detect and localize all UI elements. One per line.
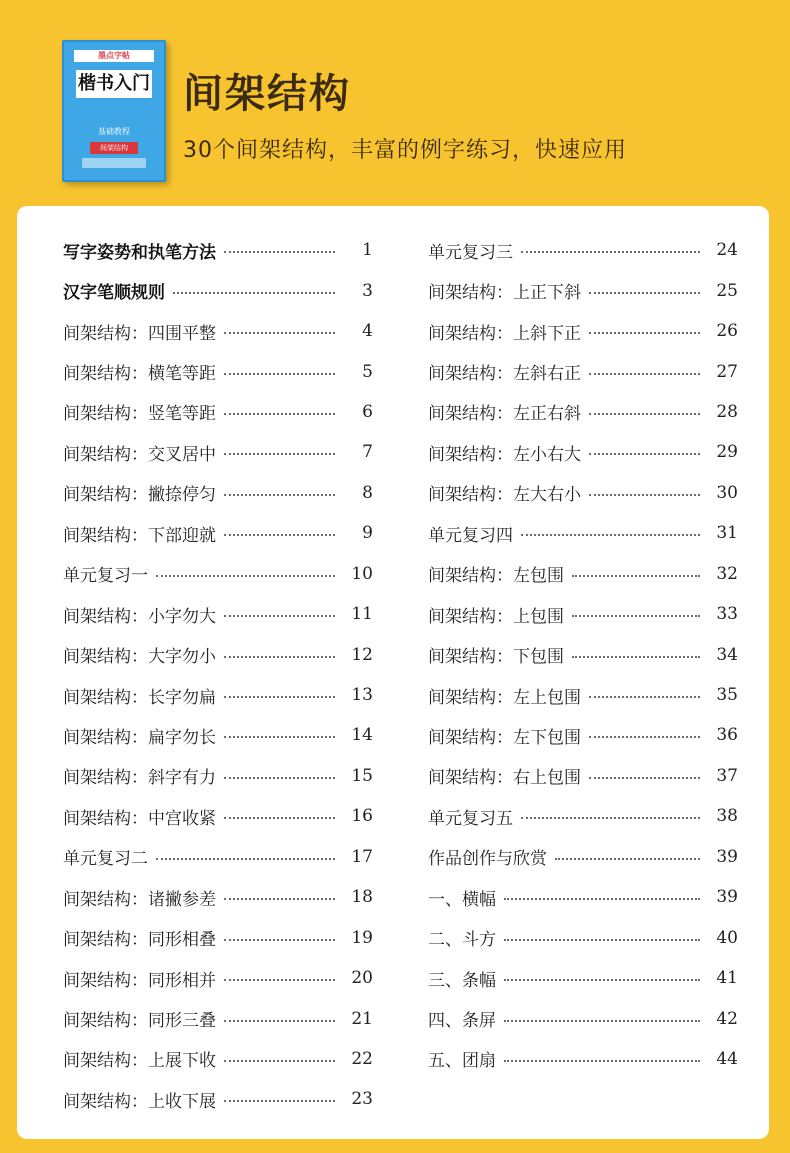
- toc-leader-dots: [589, 453, 700, 455]
- page-title: 间架结构: [183, 71, 351, 117]
- toc-leader-dots: [224, 494, 335, 496]
- toc-leader-dots: [521, 534, 700, 536]
- toc-leader-dots: [589, 494, 700, 496]
- toc-entry-label: 二、斗方: [428, 930, 496, 951]
- toc-leader-dots: [521, 251, 700, 253]
- toc-entry-page-number: 34: [716, 644, 738, 665]
- toc-leader-dots: [156, 575, 335, 577]
- toc-entry-label: 汉字笔顺规则: [63, 283, 165, 304]
- toc-entry-page-number: 20: [351, 968, 373, 989]
- toc-entry[interactable]: [63, 998, 373, 1038]
- toc-leader-dots: [224, 453, 335, 455]
- toc-entry[interactable]: [428, 958, 738, 998]
- toc-leader-dots: [504, 979, 700, 981]
- toc-entry-label: 间架结构：中宫收紧: [63, 808, 216, 829]
- toc-entry-page-number: 23: [351, 1089, 373, 1110]
- toc-column-right: [428, 230, 738, 1079]
- toc-entry-page-number: 40: [716, 927, 738, 948]
- toc-entry[interactable]: [428, 594, 738, 634]
- toc-entry-page-number: 37: [716, 765, 738, 786]
- toc-entry[interactable]: [428, 675, 738, 715]
- toc-entry-page-number: 22: [351, 1048, 373, 1069]
- toc-entry[interactable]: [63, 1039, 373, 1079]
- toc-leader-dots: [224, 696, 335, 698]
- toc-leader-dots: [224, 332, 335, 334]
- toc-entry[interactable]: [428, 756, 738, 796]
- toc-entry-label: 间架结构：上展下收: [63, 1051, 216, 1072]
- toc-entry[interactable]: [63, 756, 373, 796]
- toc-entry[interactable]: [63, 311, 373, 351]
- toc-entry[interactable]: [428, 432, 738, 472]
- toc-entry-page-number: 41: [716, 968, 738, 989]
- toc-entry[interactable]: [428, 837, 738, 877]
- toc-entry[interactable]: [63, 634, 373, 674]
- toc-leader-dots: [555, 858, 700, 860]
- toc-entry-label: 单元复习二: [63, 849, 148, 870]
- toc-leader-dots: [173, 292, 335, 294]
- toc-leader-dots: [156, 858, 335, 860]
- toc-entry-page-number: 25: [716, 280, 738, 301]
- book-subtitle: 基础教程: [98, 127, 130, 136]
- toc-entry-label: 间架结构：斜字有力: [63, 768, 216, 789]
- toc-entry-label: 间架结构：上斜下正: [428, 323, 581, 344]
- toc-entry-label: 间架结构：下包围: [428, 647, 564, 668]
- toc-entry-page-number: 1: [362, 240, 373, 261]
- toc-entry[interactable]: [63, 958, 373, 998]
- toc-entry-page-number: 15: [351, 765, 373, 786]
- toc-leader-dots: [589, 777, 700, 779]
- toc-entry-page-number: 4: [362, 321, 373, 342]
- toc-leader-dots: [224, 413, 335, 415]
- toc-entry-label: 间架结构：左上包围: [428, 687, 581, 708]
- toc-entry-page-number: 17: [351, 846, 373, 867]
- toc-leader-dots: [224, 898, 335, 900]
- toc-entry[interactable]: [63, 473, 373, 513]
- toc-leader-dots: [224, 615, 335, 617]
- toc-leader-dots: [589, 413, 700, 415]
- toc-entry[interactable]: [428, 796, 738, 836]
- page-subtitle: 30个间架结构，丰富的例字练习，快速应用: [183, 138, 627, 163]
- toc-entry-label: 间架结构：右上包围: [428, 768, 581, 789]
- toc-entry-label: 间架结构：同形相叠: [63, 930, 216, 951]
- book-footer-strip: [82, 158, 146, 168]
- toc-entry-page-number: 32: [716, 563, 738, 584]
- toc-entry[interactable]: [428, 311, 738, 351]
- toc-entry-label: 间架结构：上正下斜: [428, 283, 581, 304]
- toc-entry-label: 作品创作与欣赏: [428, 849, 547, 870]
- toc-entry[interactable]: [63, 877, 373, 917]
- toc-leader-dots: [224, 939, 335, 941]
- toc-leader-dots: [589, 373, 700, 375]
- toc-entry[interactable]: [428, 554, 738, 594]
- toc-entry-page-number: 42: [716, 1008, 738, 1029]
- toc-entry-label: 间架结构：左包围: [428, 566, 564, 587]
- toc-entry-page-number: 6: [362, 401, 373, 422]
- toc-entry-label: 三、条幅: [428, 970, 496, 991]
- toc-entry-label: 间架结构：竖笔等距: [63, 404, 216, 425]
- toc-entry-label: 间架结构：左大右小: [428, 485, 581, 506]
- toc-leader-dots: [504, 1020, 700, 1022]
- header: [0, 0, 790, 200]
- toc-entry[interactable]: [63, 675, 373, 715]
- toc-entry-page-number: 31: [716, 523, 738, 544]
- toc-leader-dots: [504, 939, 700, 941]
- toc-entry[interactable]: [63, 513, 373, 553]
- book-title: 楷书入门: [76, 70, 152, 98]
- toc-entry-page-number: 16: [351, 806, 373, 827]
- toc-entry-page-number: 24: [716, 240, 738, 261]
- toc-entry[interactable]: [63, 432, 373, 472]
- toc-entry-page-number: 18: [351, 887, 373, 908]
- toc-leader-dots: [504, 1060, 700, 1062]
- book-tag: 间架结构: [90, 142, 138, 154]
- toc-entry[interactable]: [428, 1039, 738, 1079]
- toc-entry-page-number: 26: [716, 321, 738, 342]
- toc-entry-page-number: 28: [716, 401, 738, 422]
- toc-entry-page-number: 39: [716, 846, 738, 867]
- toc-entry[interactable]: [63, 392, 373, 432]
- toc-entry-label: 间架结构：左小右大: [428, 444, 581, 465]
- toc-entry-label: 间架结构：小字勿大: [63, 606, 216, 627]
- table-of-contents-card: [17, 206, 769, 1139]
- toc-entry[interactable]: [428, 351, 738, 391]
- toc-entry-page-number: 12: [351, 644, 373, 665]
- toc-entry[interactable]: [63, 837, 373, 877]
- toc-entry-page-number: 14: [351, 725, 373, 746]
- book-brand-label: 墨点字帖: [74, 50, 154, 62]
- toc-entry[interactable]: [428, 917, 738, 957]
- toc-entry[interactable]: [428, 715, 738, 755]
- toc-entry-page-number: 10: [351, 563, 373, 584]
- toc-entry[interactable]: [428, 634, 738, 674]
- toc-entry[interactable]: [63, 1079, 373, 1119]
- toc-entry[interactable]: [63, 351, 373, 391]
- toc-entry-label: 五、团扇: [428, 1051, 496, 1072]
- toc-entry[interactable]: [63, 554, 373, 594]
- toc-entry-label: 间架结构：同形三叠: [63, 1011, 216, 1032]
- toc-entry-page-number: 9: [362, 523, 373, 544]
- toc-leader-dots: [224, 979, 335, 981]
- toc-entry-page-number: 7: [362, 442, 373, 463]
- toc-entry-label: 间架结构：撇捺停匀: [63, 485, 216, 506]
- toc-entry-label: 四、条屏: [428, 1011, 496, 1032]
- toc-entry-page-number: 36: [716, 725, 738, 746]
- toc-entry-page-number: 30: [716, 482, 738, 503]
- toc-entry-label: 间架结构：上收下展: [63, 1091, 216, 1112]
- toc-entry-label: 间架结构：同形相并: [63, 970, 216, 991]
- toc-entry-label: 间架结构：下部迎就: [63, 525, 216, 546]
- toc-entry-label: 间架结构：四围平整: [63, 323, 216, 344]
- toc-leader-dots: [589, 292, 700, 294]
- toc-entry-page-number: 11: [351, 604, 373, 625]
- toc-entry[interactable]: [428, 877, 738, 917]
- toc-leader-dots: [224, 736, 335, 738]
- toc-leader-dots: [224, 656, 335, 658]
- toc-entry-label: 间架结构：长字勿扁: [63, 687, 216, 708]
- toc-entry[interactable]: [428, 513, 738, 553]
- toc-entry-label: 单元复习四: [428, 525, 513, 546]
- toc-leader-dots: [224, 1060, 335, 1062]
- toc-leader-dots: [589, 696, 700, 698]
- toc-entry-page-number: 5: [362, 361, 373, 382]
- toc-entry[interactable]: [63, 796, 373, 836]
- toc-entry-label: 间架结构：上包围: [428, 606, 564, 627]
- toc-entry-page-number: 19: [351, 927, 373, 948]
- toc-entry-page-number: 38: [716, 806, 738, 827]
- toc-entry-label: 间架结构：横笔等距: [63, 364, 216, 385]
- toc-entry[interactable]: [428, 473, 738, 513]
- toc-entry-label: 间架结构：左正右斜: [428, 404, 581, 425]
- toc-entry-label: 单元复习一: [63, 566, 148, 587]
- toc-entry-label: 间架结构：扁字勿长: [63, 727, 216, 748]
- toc-leader-dots: [589, 332, 700, 334]
- toc-entry-page-number: 35: [716, 685, 738, 706]
- toc-leader-dots: [224, 373, 335, 375]
- toc-entry-page-number: 29: [716, 442, 738, 463]
- toc-leader-dots: [224, 817, 335, 819]
- toc-entry-page-number: 8: [362, 482, 373, 503]
- toc-entry-label: 单元复习五: [428, 808, 513, 829]
- toc-entry[interactable]: [63, 917, 373, 957]
- toc-entry[interactable]: [428, 392, 738, 432]
- toc-leader-dots: [589, 736, 700, 738]
- toc-leader-dots: [224, 1100, 335, 1102]
- toc-entry-page-number: 13: [351, 685, 373, 706]
- toc-leader-dots: [572, 615, 700, 617]
- toc-entry[interactable]: [428, 230, 738, 270]
- toc-entry-label: 一、横幅: [428, 889, 496, 910]
- toc-leader-dots: [224, 251, 335, 253]
- toc-entry-page-number: 44: [716, 1048, 738, 1069]
- toc-entry[interactable]: [428, 270, 738, 310]
- toc-entry[interactable]: [63, 715, 373, 755]
- toc-entry-page-number: 39: [716, 887, 738, 908]
- toc-leader-dots: [224, 777, 335, 779]
- toc-entry-label: 间架结构：大字勿小: [63, 647, 216, 668]
- toc-leader-dots: [504, 898, 700, 900]
- toc-entry-page-number: 33: [716, 604, 738, 625]
- toc-entry-label: 间架结构：左斜右正: [428, 364, 581, 385]
- toc-entry-label: 单元复习三: [428, 242, 513, 263]
- toc-entry[interactable]: [63, 594, 373, 634]
- toc-entry-label: 间架结构：交叉居中: [63, 444, 216, 465]
- toc-leader-dots: [572, 575, 700, 577]
- toc-leader-dots: [224, 1020, 335, 1022]
- toc-entry-page-number: 27: [716, 361, 738, 382]
- toc-entry[interactable]: [428, 998, 738, 1038]
- toc-entry[interactable]: [63, 270, 373, 310]
- toc-leader-dots: [521, 817, 700, 819]
- toc-entry[interactable]: [63, 230, 373, 270]
- toc-column-left: [63, 230, 373, 1120]
- toc-entry-label: 写字姿势和执笔方法: [63, 242, 216, 263]
- toc-leader-dots: [572, 656, 700, 658]
- toc-entry-page-number: 21: [351, 1008, 373, 1029]
- toc-entry-label: 间架结构：诸撇参差: [63, 889, 216, 910]
- toc-entry-page-number: 3: [362, 280, 373, 301]
- toc-entry-label: 间架结构：左下包围: [428, 727, 581, 748]
- toc-leader-dots: [224, 534, 335, 536]
- book-cover-image: [62, 40, 166, 182]
